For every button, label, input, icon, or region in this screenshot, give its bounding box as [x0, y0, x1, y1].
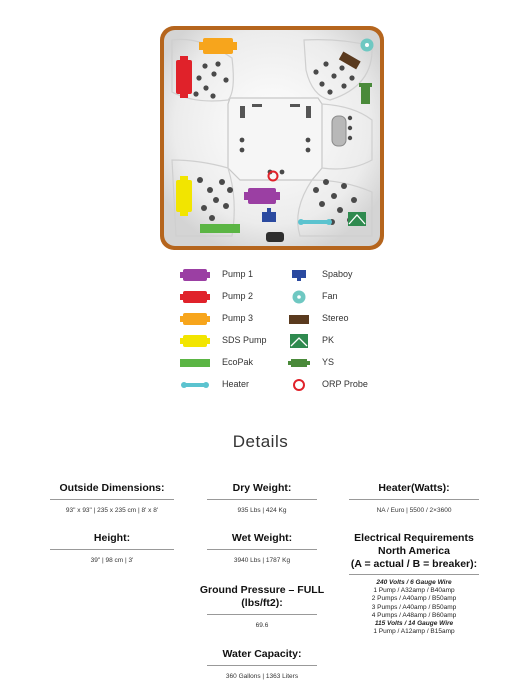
divider: [207, 549, 317, 550]
heater-icon: [180, 378, 210, 392]
legend-label: Heater: [222, 379, 250, 389]
amp-line: 1 Pump / A12amp / B15amp: [373, 628, 455, 636]
pk-marker: [348, 212, 366, 226]
amp-line: 2 Pumps / A40amp / B50amp: [371, 595, 457, 603]
spec-heater-watts: [340, 482, 488, 515]
legend-label: YS: [322, 357, 335, 367]
voltage-line: 240 Volts / 6 Gauge Wire: [376, 579, 452, 586]
control-panel: [266, 232, 284, 242]
electrical-lines: [340, 579, 488, 636]
sds-pump-marker: [176, 176, 192, 216]
legend-label: Pump 2: [222, 291, 254, 301]
spec-heading: North America: [378, 545, 450, 557]
spec-heading: (lbs/ft2):: [241, 597, 283, 609]
spa-top-view-diagram: [0, 0, 521, 260]
divider: [50, 499, 174, 500]
legend-label: Pump 1: [222, 269, 254, 279]
pump-1-icon: [180, 268, 210, 282]
pump-1-marker: [244, 188, 280, 204]
spec-height: [40, 532, 184, 565]
divider: [207, 665, 317, 666]
voltage-line: 115 Volts / 14 Gauge Wire: [374, 620, 454, 628]
stereo-icon: [288, 312, 310, 326]
amp-line: 3 Pumps / A40amp / B50amp: [371, 603, 457, 611]
legend-label: Pump 3: [222, 313, 254, 323]
spec-value: NA / Euro | 5500 / 2×3600: [376, 507, 452, 514]
spec-heading: Height:: [93, 532, 131, 544]
divider: [207, 499, 317, 500]
spec-heading: Ground Pressure – FULL: [199, 584, 325, 596]
pk-icon: [288, 334, 310, 348]
spec-water-capacity: [190, 648, 334, 681]
spec-dry-weight: [190, 482, 334, 515]
fan-icon: [288, 290, 310, 304]
divider: [50, 549, 174, 550]
details-heading: Details: [232, 432, 289, 451]
sds-pump-icon: [180, 334, 210, 348]
spec-value: 935 Lbs | 424 Kg: [237, 507, 287, 514]
spec-value: 360 Gallons | 1363 Liters: [225, 673, 299, 680]
pump-2-marker: [176, 56, 192, 98]
spec-wet-weight: [190, 532, 334, 565]
fan-marker: [361, 39, 374, 52]
legend-label: Spaboy: [322, 269, 353, 279]
pump-3-icon: [180, 312, 210, 326]
spec-value: 69.6: [255, 622, 269, 629]
amp-line: 1 Pump / A32amp / B40amp: [373, 587, 455, 595]
pump-3-marker: [199, 38, 237, 54]
ecopak-marker: [200, 224, 240, 233]
spec-heading: Dry Weight:: [232, 482, 292, 494]
spec-ground-pressure: [190, 584, 334, 630]
legend-label: ORP Probe: [322, 379, 368, 389]
spec-value: 39" | 98 cm | 3': [90, 557, 134, 564]
spec-value: 93" x 93" | 235 x 235 cm | 8' x 8': [65, 507, 159, 514]
spec-heading: Electrical Requirements: [354, 532, 474, 544]
spec-heading: Heater(Watts):: [378, 482, 450, 494]
divider: [207, 614, 317, 615]
divider: [349, 499, 479, 500]
spec-heading: Outside Dimensions:: [59, 482, 165, 494]
amp-line: 4 Pumps / A48amp / B60amp: [371, 611, 457, 619]
legend-label: Stereo: [322, 313, 349, 323]
legend-label: PK: [322, 335, 335, 345]
waterfall-feature: [332, 116, 346, 146]
spec-heading: Wet Weight:: [231, 532, 293, 544]
pump-2-icon: [180, 290, 210, 304]
orp-probe-icon: [288, 378, 310, 392]
legend-label: EcoPak: [222, 357, 254, 367]
spec-electrical-requirements: [340, 532, 488, 636]
divider: [349, 574, 479, 575]
ecopak-icon: [180, 356, 210, 370]
spaboy-icon: [288, 268, 310, 282]
spec-value: 3940 Lbs | 1787 Kg: [233, 557, 291, 564]
ys-icon: [288, 356, 310, 370]
legend-label: SDS Pump: [222, 335, 267, 345]
spec-heading: Water Capacity:: [222, 648, 302, 660]
spec-outside-dimensions: [40, 482, 184, 515]
legend-label: Fan: [322, 291, 338, 301]
spec-heading: (A = actual / B = breaker):: [350, 558, 478, 570]
